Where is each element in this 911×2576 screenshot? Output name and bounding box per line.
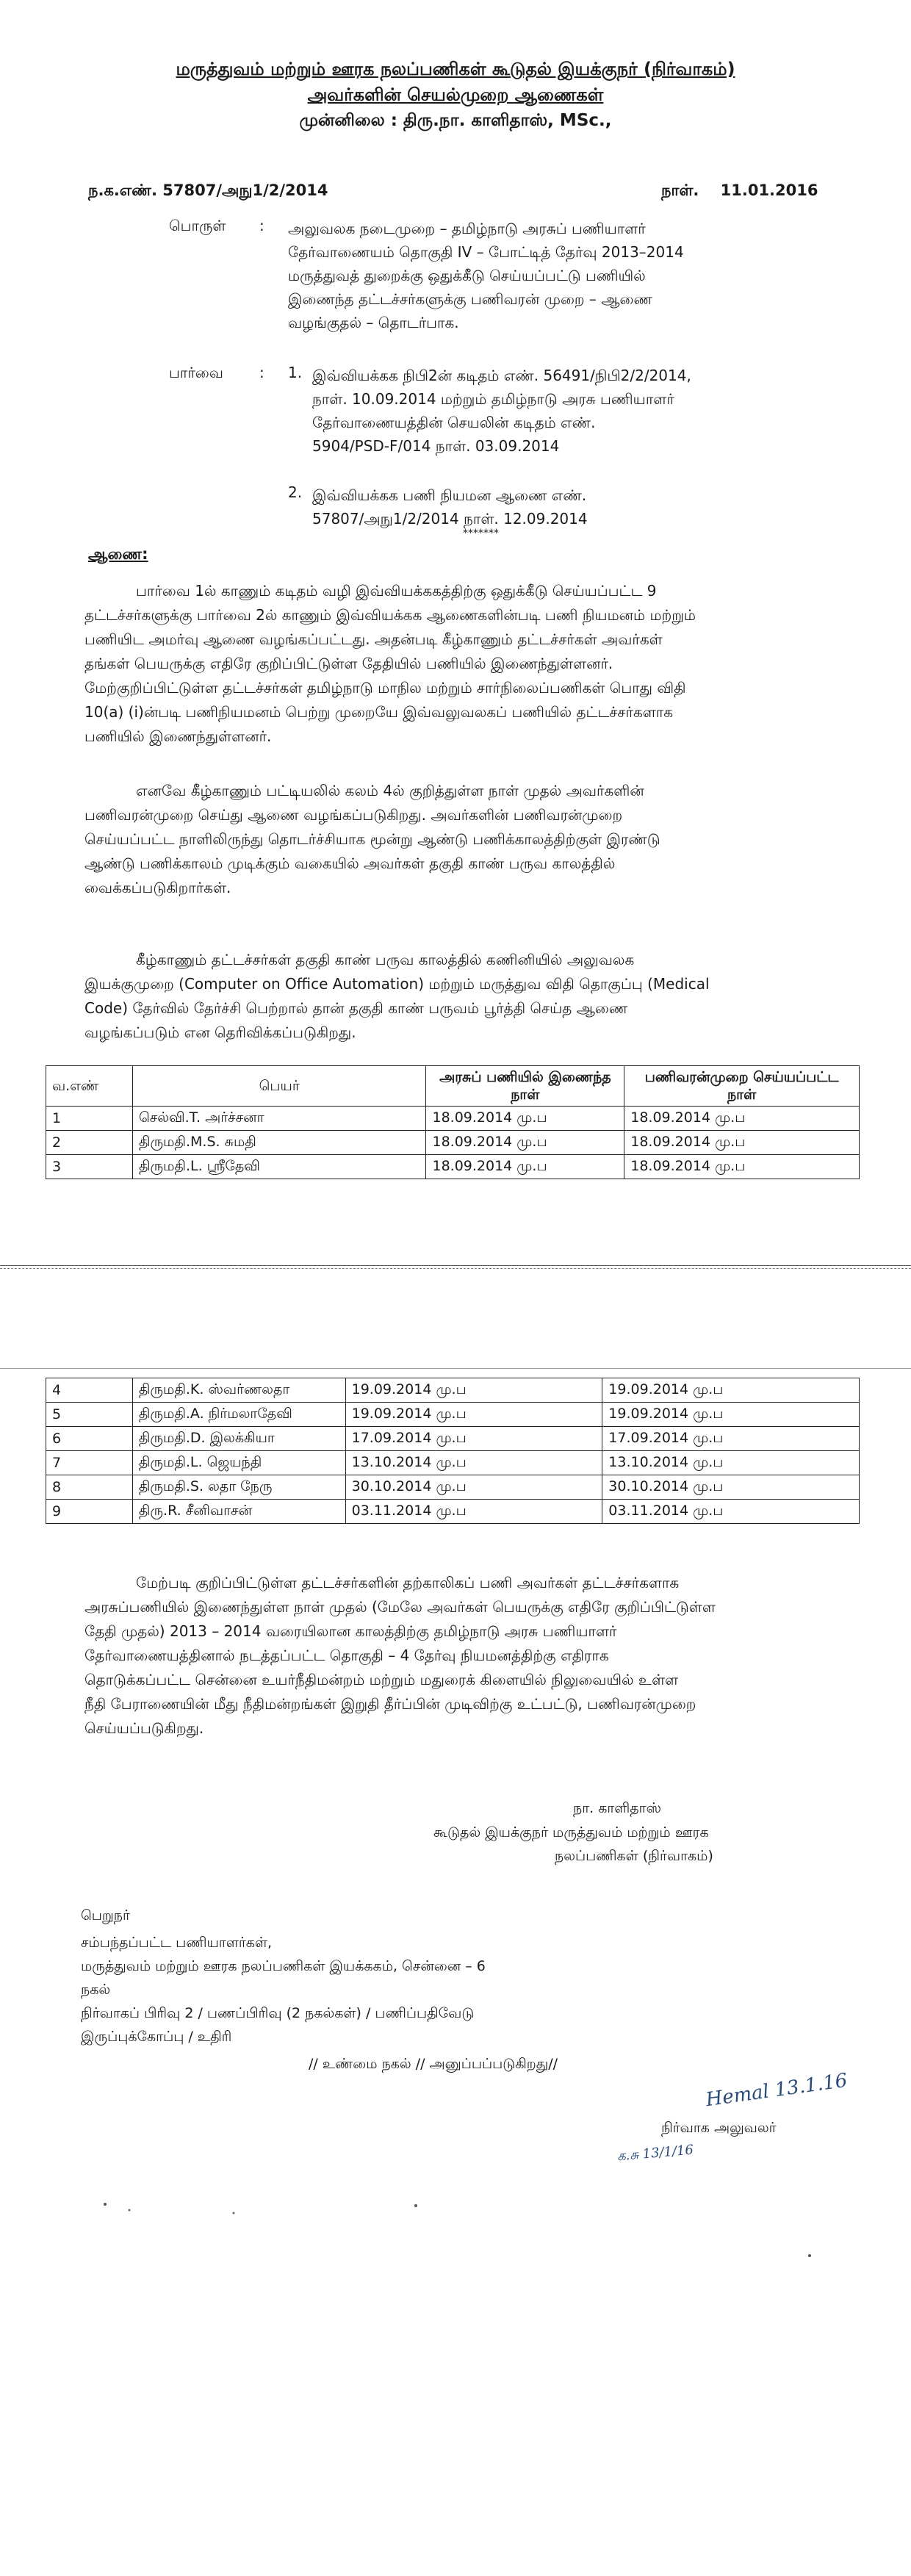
table-header-row <box>46 1066 860 1107</box>
cell-regularisation-date: 13.10.2014 மு.ப <box>602 1451 860 1475</box>
header-office-title: மருத்துவம் மற்றும் ஊரக நலப்பணிகள் கூடுதல் இயக்குநர் (நிர்வாகம்) <box>176 59 735 79</box>
cell-joining-date: 18.09.2014 மு.ப <box>426 1155 624 1179</box>
cell-joining-date: 19.09.2014 மு.ப <box>345 1403 602 1427</box>
cell-name: திருமதி.L. ஜெயந்தி <box>132 1451 345 1475</box>
subject-line: அலுவலக நடைமுறை – தமிழ்நாடு அரசுப் பணியாளர் <box>288 220 646 237</box>
paragraph-line: தங்கள் பெயருக்கு எதிரே குறிப்பிட்டுள்ள தேதியில் பணியில் இணைந்துள்ளனர். <box>84 655 613 672</box>
paragraph-line: செய்யப்படுகிறது. <box>84 1719 204 1737</box>
recipients-heading: பெறுநர் <box>81 1907 130 1924</box>
cell-joining-date: 13.10.2014 மு.ப <box>345 1451 602 1475</box>
subject-line: வழங்குதல் – தொடர்பாக. <box>288 314 459 331</box>
signatory-designation: கூடுதல் இயக்குநர் மருத்துவம் மற்றும் ஊரக <box>433 1824 709 1841</box>
recipients-list <box>81 1931 486 2048</box>
column-header-joining-date: அரசுப் பணியில் இணைந்த நாள் <box>426 1066 624 1107</box>
typists-table-part1 <box>46 1065 860 1179</box>
reference-1-number: 1. <box>288 364 303 381</box>
cell-serial: 6 <box>46 1427 133 1451</box>
cell-joining-date: 18.09.2014 மு.ப <box>426 1107 624 1131</box>
table-row <box>46 1107 860 1131</box>
cell-joining-date: 17.09.2014 மு.ப <box>345 1427 602 1451</box>
table-row <box>46 1427 860 1451</box>
table-row <box>46 1403 860 1427</box>
cell-serial: 2 <box>46 1131 133 1155</box>
copy-line: இருப்புக்கோப்பு / உதிரி <box>81 2029 232 2045</box>
subject-text <box>288 217 729 334</box>
paragraph-line: தொடுக்கப்பட்ட சென்னை உயர்நீதிமன்றம் மற்றும் மதுரைக் கிளையில் நிலுவையில் உள்ள <box>84 1671 679 1688</box>
paragraph-line: கீழ்காணும் தட்டச்சர்கள் தகுதி காண் பருவ காலத்தில் கணினியில் அலுவலக <box>136 951 635 968</box>
paragraph-3 <box>84 948 819 1045</box>
cell-name: திருமதி.D. இலக்கியா <box>132 1427 345 1451</box>
column-header-serial: வ.எண் <box>46 1066 133 1107</box>
cell-serial: 5 <box>46 1403 133 1427</box>
table-row <box>46 1475 860 1500</box>
order-heading: ஆணை: <box>88 545 148 563</box>
reference-2-number: 2. <box>288 483 303 501</box>
copy-heading: நகல் <box>81 1982 111 1998</box>
paragraph-line: அரசுப்பணியில் இணைந்துள்ள நாள் முதல் (மேலே அவர்கள் பெயருக்கு எதிரே குறிப்பிட்டுள்ள <box>84 1598 716 1616</box>
scan-noise-marks <box>0 2175 911 2322</box>
admin-officer-title: நிர்வாக அலுவலர் <box>661 2120 777 2136</box>
header-presence: முன்னிலை : திரு.நா. காளிதாஸ், MSc., <box>299 111 612 130</box>
reference-line: நாள். 10.09.2014 மற்றும் தமிழ்நாடு அரசு பணியாளர் <box>312 390 674 408</box>
recipient-line: மருத்துவம் மற்றும் ஊரக நலப்பணிகள் இயக்ககம், சென்னை – 6 <box>81 1958 486 1974</box>
cell-name: திருமதி.M.S. சுமதி <box>132 1131 426 1155</box>
subject-line: இணைந்த தட்டச்சர்களுக்கு பணிவரன் முறை – ஆணை <box>288 290 652 308</box>
reference-line: 57807/அநு1/2/2014 நாள். 12.09.2014 <box>312 510 588 528</box>
references-colon: : <box>259 364 264 381</box>
handwritten-initials: க.சு 13/1/16 <box>616 2142 694 2165</box>
copy-line: நிர்வாகப் பிரிவு 2 / பணப்பிரிவு (2 நகல்கள்) / பணிப்பதிவேடு <box>81 2005 475 2021</box>
cell-serial: 3 <box>46 1155 133 1179</box>
paragraph-line: எனவே கீழ்காணும் பட்டியலில் கலம் 4ல் குறித்துள்ள நாள் முதல் அவர்களின் <box>136 782 644 799</box>
reference-line: இவ்வியக்கக பணி நியமன ஆணை எண். <box>312 486 587 504</box>
paragraph-line: ஆண்டு பணிக்காலம் முடிக்கும் வகையில் அவர்கள் தகுதி காண் பருவ காலத்தில் <box>84 855 616 872</box>
typists-table-part2 <box>46 1378 860 1524</box>
reference-1-text <box>312 364 738 458</box>
subject-line: தேர்வாணையம் தொகுதி IV – போட்டித் தேர்வு 2013–2014 <box>288 243 684 261</box>
paragraph-line: நீதி பேராணையின் மீது நீதிமன்றங்கள் இறுதி தீர்ப்பின் முடிவிற்கு உட்பட்டு, பணிவரன்முறை <box>84 1695 696 1713</box>
page-cut-line <box>0 1368 911 1369</box>
paragraph-line: வழங்கப்படும் என தெரிவிக்கப்படுகிறது. <box>84 1023 356 1041</box>
paragraph-line: வைக்கப்படுகிறார்கள். <box>84 879 231 896</box>
signatory-department: நலப்பணிகள் (நிர்வாகம்) <box>555 1848 713 1864</box>
paragraph-line: இயக்குமுறை (Computer on Office Automation) மற்றும் மருத்துவ விதி தொகுப்பு (Medical <box>84 975 710 993</box>
subject-label: பொருள் <box>169 217 226 234</box>
signatory-name: நா. காளிதாஸ் <box>573 1800 661 1816</box>
cell-regularisation-date: 18.09.2014 மு.ப <box>624 1155 860 1179</box>
cell-serial: 8 <box>46 1475 133 1500</box>
paragraph-line: பணிவரன்முறை செய்து ஆணை வழங்கப்படுகிறது. அவர்களின் பணிவரன்முறை <box>84 806 623 824</box>
cell-regularisation-date: 18.09.2014 மு.ப <box>624 1131 860 1155</box>
reference-line: இவ்வியக்கக நிபி2ன் கடிதம் எண். 56491/நிபி2/2/2014, <box>312 367 691 384</box>
table-row <box>46 1451 860 1475</box>
paragraph-line: பணியில் இணைந்துள்ளனர். <box>84 727 272 745</box>
paragraph-2 <box>84 779 819 900</box>
table-row <box>46 1500 860 1524</box>
paragraph-line: பணியிட அமர்வு ஆணை வழங்கப்பட்டது. அதன்படி கீழ்காணும் தட்டச்சர்கள் அவர்கள் <box>84 630 663 648</box>
scan-speck <box>129 2209 131 2212</box>
cell-regularisation-date: 19.09.2014 மு.ப <box>602 1378 860 1403</box>
handwritten-signature: Hemal 13.1.16 <box>704 2069 849 2112</box>
cell-name: திருமதி.S. லதா நேரு <box>132 1475 345 1500</box>
reference-line: 5904/PSD-F/014 நாள். 03.09.2014 <box>312 437 560 455</box>
subject-line: மருத்துவத் துறைக்கு ஒதுக்கீடு செய்யப்பட்டு பணியில் <box>288 267 646 284</box>
recipient-line: சம்பந்தப்பட்ட பணியாளர்கள், <box>81 1935 273 1951</box>
cell-serial: 9 <box>46 1500 133 1524</box>
cell-serial: 1 <box>46 1107 133 1131</box>
cell-regularisation-date: 30.10.2014 மு.ப <box>602 1475 860 1500</box>
cell-joining-date: 18.09.2014 மு.ப <box>426 1131 624 1155</box>
cell-joining-date: 03.11.2014 மு.ப <box>345 1500 602 1524</box>
true-copy-attestation: // உண்மை நகல் // அனுப்பப்படுகிறது// <box>309 2056 558 2072</box>
date-label: நாள். <box>661 181 699 199</box>
paragraph-line: மேற்படி குறிப்பிட்டுள்ள தட்டச்சர்களின் தற்காலிகப் பணி அவர்கள் தட்டச்சர்களாக <box>136 1574 680 1591</box>
scan-speck <box>414 2204 417 2207</box>
cell-joining-date: 19.09.2014 மு.ப <box>345 1378 602 1403</box>
cell-serial: 4 <box>46 1378 133 1403</box>
stars-divider: ******* <box>463 528 499 539</box>
cell-regularisation-date: 17.09.2014 மு.ப <box>602 1427 860 1451</box>
paragraph-line: செய்யப்பட்ட நாளிலிருந்து தொடர்ச்சியாக மூன்று ஆண்டு பணிக்காலத்திற்குள் இரண்டு <box>84 830 660 848</box>
cell-joining-date: 30.10.2014 மு.ப <box>345 1475 602 1500</box>
column-header-regularisation-date: பணிவரன்முறை செய்யப்பட்ட நாள் <box>624 1066 860 1107</box>
reference-line: தேர்வாணையத்தின் செயலின் கடிதம் எண். <box>312 414 596 431</box>
scan-speck <box>104 2203 107 2206</box>
reference-number: ந.க.எண். 57807/அநு1/2/2014 <box>88 181 328 199</box>
page-cut-line <box>0 1265 911 1266</box>
cell-regularisation-date: 03.11.2014 மு.ப <box>602 1500 860 1524</box>
subject-colon: : <box>259 217 264 234</box>
paragraph-line: தேதி முதல்) 2013 – 2014 வரையிலான காலத்திற்கு தமிழ்நாடு அரசு பணியாளர் <box>84 1622 617 1640</box>
cell-name: செல்வி.T. அர்ச்சனா <box>132 1107 426 1131</box>
references-label: பார்வை <box>169 364 223 381</box>
paragraph-line: Code) தேர்வில் தேர்ச்சி பெற்றால் தான் தகுதி காண் பருவம் பூர்த்தி செய்த ஆணை <box>84 999 628 1017</box>
paragraph-1 <box>84 579 819 749</box>
cell-name: திருமதி.A. நிர்மலாதேவி <box>132 1403 345 1427</box>
header-proceedings-title: அவர்களின் செயல்முறை ஆணைகள் <box>307 84 604 105</box>
cell-serial: 7 <box>46 1451 133 1475</box>
cell-name: திருமதி.K. ஸ்வர்ணலதா <box>132 1378 345 1403</box>
paragraph-line: தேர்வாணையத்தினால் நடத்தப்பட்ட தொகுதி – 4 தேர்வு நியமனத்திற்கு எதிராக <box>84 1647 609 1664</box>
table-row <box>46 1131 860 1155</box>
cell-regularisation-date: 18.09.2014 மு.ப <box>624 1107 860 1131</box>
reference-2-text <box>312 483 738 530</box>
order-date <box>661 181 818 201</box>
table-row <box>46 1155 860 1179</box>
scan-speck <box>233 2212 235 2215</box>
page-cut-line <box>0 1268 911 1269</box>
paragraph-line: மேற்குறிப்பிட்டுள்ள தட்டச்சர்கள் தமிழ்நாடு மாநில மற்றும் சார்நிலைப்பணிகள் பொது விதி <box>84 679 686 697</box>
table-row <box>46 1378 860 1403</box>
paragraph-line: பார்வை 1ல் காணும் கடிதம் வழி இவ்வியக்ககத்திற்கு ஒதுக்கீடு செய்யப்பட்ட 9 <box>136 582 657 600</box>
cell-name: திருமதி.L. ஸ்ரீதேவி <box>132 1155 426 1179</box>
scan-speck <box>808 2254 811 2257</box>
date-value: 11.01.2016 <box>720 181 818 199</box>
paragraph-line: தட்டச்சர்களுக்கு பார்வை 2ல் காணும் இவ்வியக்கக ஆணைகளின்படி பணி நியமனம் மற்றும் <box>84 606 696 624</box>
cell-regularisation-date: 19.09.2014 மு.ப <box>602 1403 860 1427</box>
paragraph-4 <box>84 1571 819 1741</box>
paragraph-line: 10(a) (i)ன்படி பணிநியமனம் பெற்று முறையே இவ்வலுவலகப் பணியில் தட்டச்சர்களாக <box>84 703 674 721</box>
cell-name: திரு.R. சீனிவாசன் <box>132 1500 345 1524</box>
column-header-name: பெயர் <box>132 1066 426 1107</box>
